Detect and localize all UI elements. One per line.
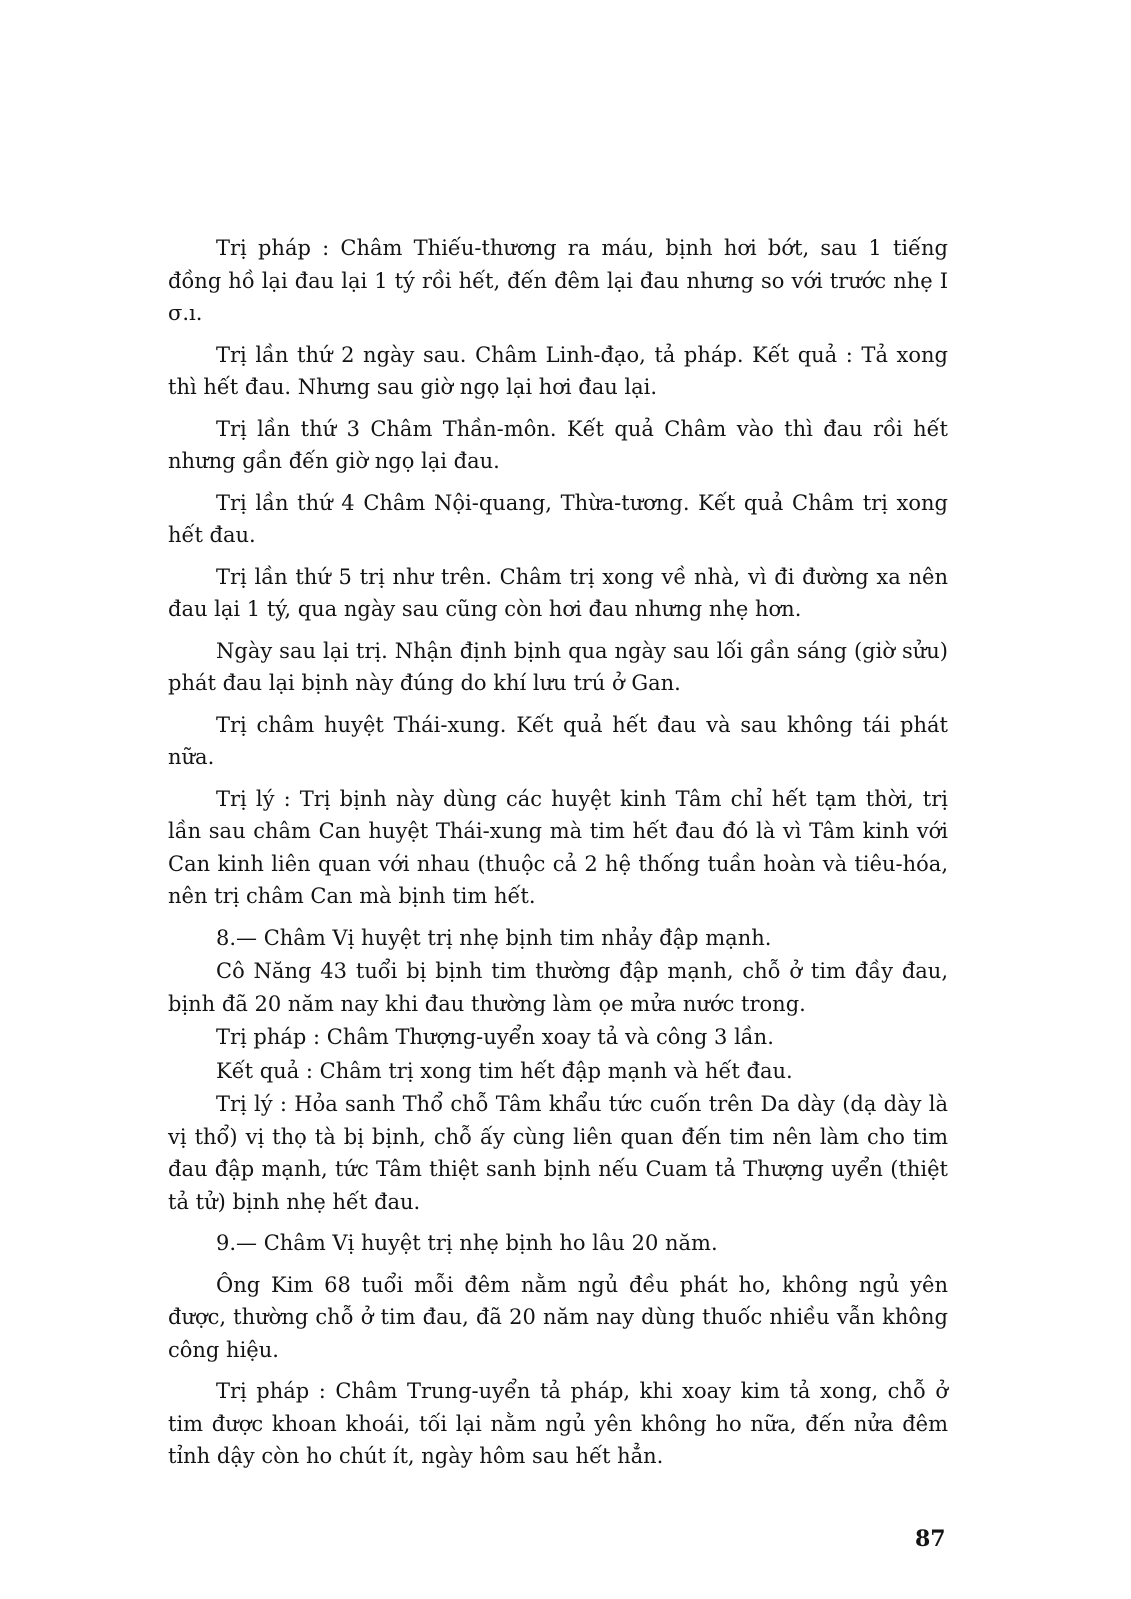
paragraph-ket-qua: Kết quả : Châm trị xong tim hết đập mạnh và hết đau.	[216, 1058, 793, 1083]
paragraph-ngay-sau: Ngày sau lại trị. Nhận định bịnh qua ngày sau lối gần sáng (giờ sửu) phát đau lại bịnh này đúng do khí lưu trú ở Gan.	[168, 638, 948, 695]
paragraph-thai-xung: Trị châm huyệt Thái-xung. Kết quả hết đau và sau không tái phát nữa.	[168, 712, 948, 769]
paragraph-tri-lan-5: Trị lần thứ 5 trị như trên. Châm trị xong về nhà, vì đi đường xa nên đau lại 1 tý, qua ngày sau cũng còn hơi đau nhưng nhẹ hơn.	[168, 564, 948, 621]
section-heading-9: 9.— Châm Vị huyệt trị nhẹ bịnh ho lâu 20 năm.	[216, 1231, 718, 1255]
page-number: 87	[915, 1526, 946, 1552]
paragraph-tri-lan-4: Trị lần thứ 4 Châm Nội-quang, Thừa-tương. Kết quả Châm trị xong hết đau.	[168, 490, 948, 547]
paragraph-tri-phap-trung-uyen: Trị pháp : Châm Trung-uyển tả pháp, khi xoay kim tả xong, chỗ ở tim được khoan khoái, tối lại nằm ngủ yên không ho nữa, đến nửa đêm tỉnh dậy còn ho chút ít, ngày hôm sau hết hẳn.	[168, 1379, 948, 1468]
paragraph-tri-lan-2: Trị lần thứ 2 ngày sau. Châm Linh-đạo, tả pháp. Kết quả : Tả xong thì hết đau. Nhưng sau giờ ngọ lại hơi đau lại.	[168, 342, 948, 399]
paragraph-tri-ly-2: Trị lý : Hỏa sanh Thổ chỗ Tâm khẩu tức cuốn trên Da dày (dạ dày là vị thổ) vị thọ tà bị bịnh, chỗ ấy cùng liên quan đến tim nên làm cho tim đau đập mạnh, tức Tâm thiệt sanh bịnh nếu Cuam tả Thượng uyển (thiệt tả tử) bịnh nhẹ hết đau.	[168, 1092, 948, 1214]
paragraph-ong-kim: Ông Kim 68 tuổi mỗi đêm nằm ngủ đều phát ho, không ngủ yên được, thường chỗ ở tim đau, đã 20 năm nay dùng thuốc nhiều vẫn không công hiệu.	[168, 1272, 948, 1362]
section-heading-8: 8.— Châm Vị huyệt trị nhẹ bịnh tim nhảy đập mạnh.	[216, 925, 772, 950]
paragraph-tri-phap-thieu-thuong: Trị pháp : Châm Thiếu-thương ra máu, bịnh hơi bớt, sau 1 tiếng đồng hồ lại đau lại 1 tý rồi hết, đến đêm lại đau nhưng so với trước nhẹ I σ.ı.	[168, 236, 948, 325]
paragraph-tri-lan-3: Trị lần thứ 3 Châm Thần-môn. Kết quả Châm vào thì đau rồi hết nhưng gần đến giờ ngọ lại đau.	[168, 416, 948, 473]
paragraph-tri-ly-1: Trị lý : Trị bịnh này dùng các huyệt kinh Tâm chỉ hết tạm thời, trị lần sau châm Can huyệt Thái-xung mà tim hết đau đó là vì Tâm kinh với Can kinh liên quan với nhau (thuộc cả 2 hệ thống tuần hoàn và tiêu-hóa, nên trị châm Can mà bịnh tim hết.	[168, 786, 948, 908]
paragraph-co-nang: Cô Năng 43 tuổi bị bịnh tim thường đập mạnh, chỗ ở tim đầy đau, bịnh đã 20 năm nay khi đau thường làm ọe mửa nước trong.	[168, 959, 948, 1016]
paragraph-tri-phap-thuong-uyen: Trị pháp : Châm Thượng-uyển xoay tả và công 3 lần.	[216, 1025, 774, 1049]
page-body	[168, 232, 948, 1482]
